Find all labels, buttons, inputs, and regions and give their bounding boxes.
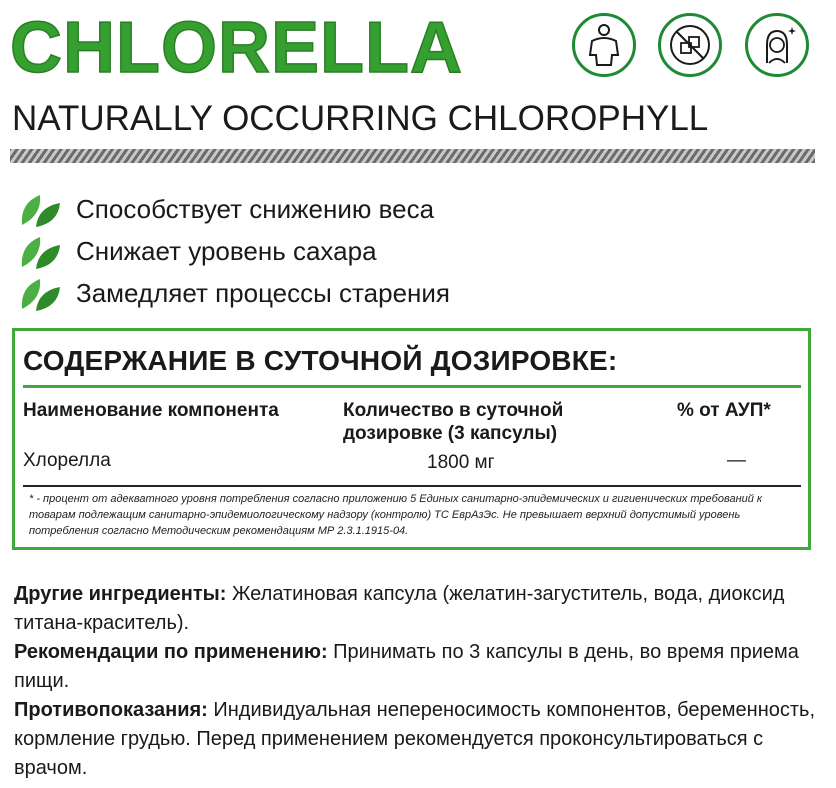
benefit-item	[18, 188, 450, 230]
brand-title: CHLORELLA	[10, 8, 463, 88]
benefit-text: Замедляет процессы старения	[76, 277, 451, 308]
hatched-divider	[10, 149, 815, 163]
title-divider	[23, 385, 801, 388]
usage-label: Рекомендации по применению:	[14, 641, 328, 663]
benefit-text: Способствует снижению веса	[76, 193, 435, 224]
contraindications	[14, 696, 826, 783]
beauty-icon	[745, 13, 809, 77]
leaf-icon	[18, 231, 64, 271]
leaf-icon	[18, 273, 64, 313]
benefit-text: Снижает уровень сахара	[76, 235, 377, 266]
benefits-list	[18, 188, 450, 314]
other-ingredients-label: Другие ингредиенты:	[14, 583, 227, 605]
usage-recommendations	[14, 638, 826, 696]
row-component: Хлорелла	[23, 450, 111, 471]
leaf-icon	[18, 189, 64, 229]
table-divider	[23, 485, 801, 487]
contraindications-label: Противопоказания:	[14, 699, 208, 721]
other-ingredients-text: Желатиновая капсула (желатин-загуститель, вода, диоксид титана-краситель).	[14, 583, 785, 634]
composition-title: СОДЕРЖАНИЕ В СУТОЧНОЙ ДОЗИРОВКЕ:	[23, 345, 618, 376]
row-percent: —	[727, 450, 746, 471]
no-sugar-icon	[658, 13, 722, 77]
header-amount: Количество в суточной дозировке (3 капсулы)	[343, 400, 564, 444]
contraindications-text: Индивидуальная непереносимость компонентов, беременность, кормление грудью. Перед применением рекомендуется проконсультироваться с врачом.	[14, 699, 816, 779]
row-amount: 1800 мг	[427, 452, 495, 473]
info-block	[14, 580, 826, 783]
footnote: * - процент от адекватного уровня потребления согласно приложению 5 Единых санитарно-эпидемических и гигиенических требований к товарам подлежащим санитарно-эпидемиологическому надзору (контролю) ТС ЕврАзЭс. Не превышает верхний допустимый уровень потребления согласно Методическим рекомендациям МР 2.3.1.1915-04.	[29, 493, 763, 537]
subtitle: NATURALLY OCCURRING CHLOROPHYLL	[12, 99, 709, 138]
header-component: Наименование компонента	[23, 400, 279, 421]
usage-text: Принимать по 3 капсулы в день, во время приема пищи.	[14, 641, 799, 692]
other-ingredients	[14, 580, 826, 638]
weight-loss-icon	[572, 13, 636, 77]
benefit-item	[18, 272, 450, 314]
composition-box	[12, 328, 811, 550]
header-percent: % от АУП*	[677, 400, 771, 421]
benefit-item	[18, 230, 450, 272]
